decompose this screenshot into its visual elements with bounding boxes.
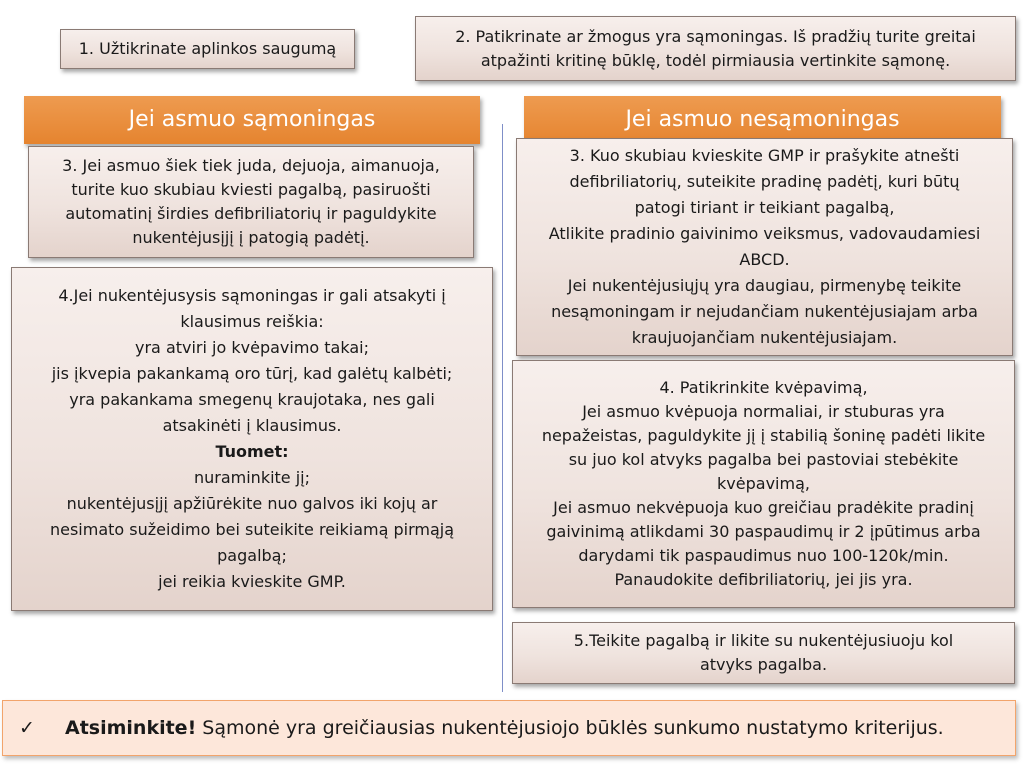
then-label: Tuomet: <box>215 442 289 461</box>
text-line: nepažeistas, paguldykite jį į stabilią šoninę padėti likite <box>541 426 986 445</box>
text-line: 4.Jei nukentėjusysis sąmoningas ir gali atsakyti į <box>58 286 446 305</box>
step1-text: 1. Užtikrinate aplinkos saugumą <box>78 39 337 58</box>
text-line: su juo kol atvyks pagalba bei pastoviai stebėkite <box>568 450 959 469</box>
unconscious-step4-box <box>512 360 1015 608</box>
step2-box <box>415 16 1016 81</box>
text-line: 5.Teikite pagalbą ir likite su nukentėjusiuoju kol <box>573 631 954 650</box>
text-line: atsakinėti į klausimus. <box>162 416 342 435</box>
text-line: klausimus reiškia: <box>180 312 324 331</box>
text-line: turite kuo skubiau kviesti pagalbą, pasiruošti <box>71 180 431 199</box>
conscious-step3-box <box>28 146 474 258</box>
text-line: yra atviri jo kvėpavimo takai; <box>135 338 369 357</box>
text-line: yra pakankama smegenų kraujotaka, nes gali <box>69 390 435 409</box>
column-divider <box>502 124 503 692</box>
text-line: kvėpavimą, <box>717 474 810 493</box>
text-line: nesąmoningam ir nejudančiam nukentėjusiajam arba <box>551 302 978 321</box>
text-line: patogi tiriant ir teikiant pagalbą, <box>634 198 895 217</box>
text-line: kraujuojančiam nukentėjusiajam. <box>631 328 898 347</box>
text-line: nuraminkite jį; <box>193 468 311 487</box>
unconscious-header: Jei asmuo nesąmoningas <box>524 96 1001 144</box>
text-line: ABCD. <box>739 250 790 269</box>
text-line: 4. Patikrinkite kvėpavimą, <box>659 378 868 397</box>
text-line: atvyks pagalba. <box>699 655 828 674</box>
text-line: nesimato sužeidimo bei suteikite reikiamą pirmąją <box>49 520 455 539</box>
reminder-body: Sąmonė yra greičiausias nukentėjusiojo būklės sunkumo nustatymo kriterijus. <box>196 717 944 739</box>
reminder-banner <box>2 700 1016 756</box>
unconscious-step3-box <box>516 138 1013 356</box>
text-line: gaivinimą atlikdami 30 paspaudimų ir 2 įpūtimus arba <box>546 522 981 541</box>
text-line: Atlikite pradinio gaivinimo veiksmus, vadovaudamiesi <box>548 224 981 243</box>
text-line: nukentėjusįjį apžiūrėkite nuo galvos iki kojų ar <box>66 494 438 513</box>
text-line: Jei asmuo nekvėpuoja kuo greičiau pradėkite pradinį <box>553 498 974 517</box>
text-line: nukentėjusįjį į patogią padėtį. <box>132 228 370 247</box>
text-line: defibriliatorių, suteikite pradinę padėtį, kuri būtų <box>569 172 960 191</box>
conscious-header: Jei asmuo sąmoningas <box>24 96 480 144</box>
reminder-text <box>65 701 944 755</box>
text-line: jis įkvepia pakankamą oro tūrį, kad galėtų kalbėti; <box>51 364 453 383</box>
text-line: darydami tik paspaudimus nuo 100-120k/min. <box>578 546 949 565</box>
text-line: Jei asmuo kvėpuoja normaliai, ir stuburas yra <box>582 402 945 421</box>
text-line: 3. Kuo skubiau kvieskite GMP ir prašykite atnešti <box>569 146 960 165</box>
text-line: pagalbą; <box>217 546 287 565</box>
text-line: Panaudokite defibriliatorių, jei jis yra. <box>614 570 913 589</box>
step1-box <box>60 29 355 69</box>
unconscious-step5-box <box>512 622 1015 684</box>
reminder-label: Atsiminkite! <box>65 717 197 739</box>
text-line: 3. Jei asmuo šiek tiek juda, dejuoja, aimanuoja, <box>62 156 440 175</box>
text-line: Jei nukentėjusiųjų yra daugiau, pirmenybę teikite <box>567 276 962 295</box>
checkmark-icon: ✓ <box>19 717 35 739</box>
text-line: automatinį širdies defibriliatorių ir paguldykite <box>65 204 437 223</box>
step2-line: atpažinti kritinę būklę, todėl pirmiausia vertinkite sąmonę. <box>480 50 951 70</box>
step2-line: 2. Patikrinate ar žmogus yra sąmoningas. Iš pradžių turite greitai <box>455 26 976 46</box>
text-line: jei reikia kvieskite GMP. <box>158 572 346 591</box>
conscious-step4-box <box>11 267 493 611</box>
